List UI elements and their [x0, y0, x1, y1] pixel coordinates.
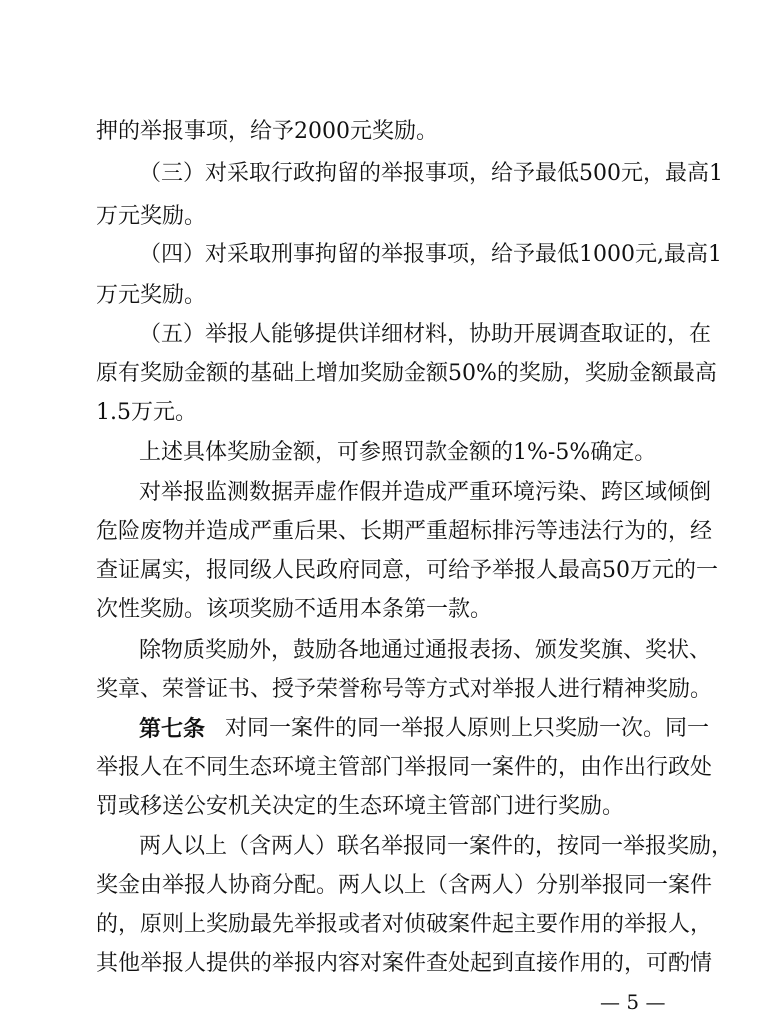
page-number: — 5 — [600, 990, 666, 1014]
paragraph-9-line-1: 两人以上（含两人）联名举报同一案件的，按同一举报奖励， [139, 834, 734, 859]
paragraph-4-line-2: 原有奖励金额的基础上增加奖励金额50%的奖励，奖励金额最高 [96, 361, 717, 386]
paragraph-4-line-3: 1.5万元。 [96, 400, 197, 425]
paragraph-3-line-1: （四）对采取刑事拘留的举报事项，给予最低1000元,最高1 [139, 242, 722, 267]
paragraph-3-line-2: 万元奖励。 [96, 283, 207, 308]
paragraph-6-line-2: 危险废物并造成严重后果、长期严重超标排污等违法行为的，经 [96, 519, 713, 544]
paragraph-6-line-3: 查证属实，报同级人民政府同意，可给予举报人最高50万元的一 [96, 558, 718, 583]
paragraph-8-line-2: 举报人在不同生态环境主管部门举报同一案件的，由作出行政处 [96, 755, 713, 780]
paragraph-7-line-1: 除物质奖励外，鼓励各地通过通报表扬、颁发奖旗、奖状、 [139, 638, 712, 663]
paragraph-8-line-3: 罚或移送公安机关决定的生态环境主管部门进行奖励。 [96, 794, 625, 819]
paragraph-6-line-1: 对举报监测数据弄虚作假并造成严重环境污染、跨区域倾倒 [139, 480, 712, 505]
paragraph-7-line-2: 奖章、荣誉证书、授予荣誉称号等方式对举报人进行精神奖励。 [96, 677, 713, 702]
article-7-label: 第七条 [139, 716, 206, 742]
paragraph-1-line-1: 押的举报事项，给予2000元奖励。 [96, 119, 438, 144]
paragraph-2-line-1: （三）对采取行政拘留的举报事项，给予最低500元，最高1 [139, 161, 723, 186]
article-7-first-line [139, 715, 710, 743]
paragraph-9-line-4: 其他举报人提供的举报内容对案件查处起到直接作用的，可酌情 [96, 951, 713, 976]
paragraph-4-line-1: （五）举报人能够提供详细材料，协助开展调查取证的，在 [139, 322, 712, 347]
paragraph-6-line-4: 次性奖励。该项奖励不适用本条第一款。 [96, 597, 493, 622]
paragraph-5-line-1: 上述具体奖励金额，可参照罚款金额的1%-5%确定。 [139, 440, 657, 465]
paragraph-8-line-1: 对同一案件的同一举报人原则上只奖励一次。同一 [225, 716, 710, 741]
paragraph-9-line-2: 奖金由举报人协商分配。两人以上（含两人）分别举报同一案件 [96, 873, 713, 898]
paragraph-2-line-2: 万元奖励。 [96, 204, 207, 229]
paragraph-9-line-3: 的，原则上奖励最先举报或者对侦破案件起主要作用的举报人， [96, 912, 713, 937]
